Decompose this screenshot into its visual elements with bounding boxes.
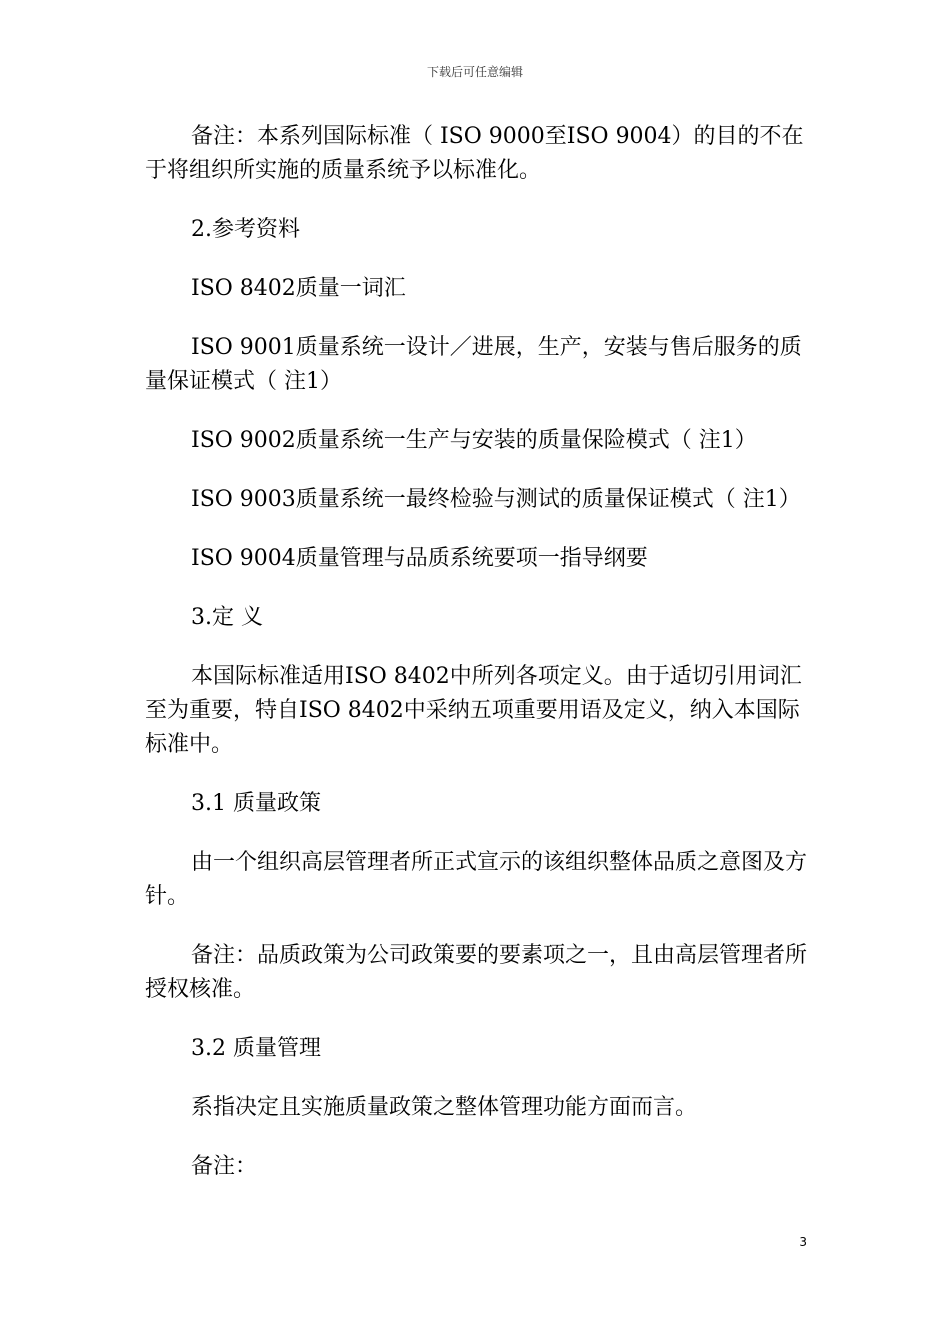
- paragraph-quality-management-definition: 系指决定且实施质量政策之整体管理功能方面而言。: [191, 1095, 698, 1120]
- paragraph-note-label: 备注：: [191, 1154, 258, 1179]
- paragraph-note-iso-series: 备注：本系列国际标准（ ISO 9000至ISO 9004）的目的不在于将组织所实施的质量系统予以标准化。: [145, 124, 804, 183]
- reference-iso-9003: ISO 9003质量系统一最终检验与测试的质量保证模式（ 注1）: [191, 487, 801, 512]
- paragraph-quality-policy-note: 备注：品质政策为公司政策要的要素项之一，且由高层管理者所授权核准。: [145, 943, 808, 1002]
- reference-iso-9001: ISO 9001质量系统一设计／进展，生产，安装与售后服务的质量保证模式（ 注1）: [145, 335, 802, 394]
- section-heading-definitions: 3.定 义: [191, 605, 263, 630]
- subsection-heading-quality-policy: 3.1 质量政策: [191, 791, 321, 816]
- reference-iso-9002: ISO 9002质量系统一生产与安装的质量保险模式（ 注1）: [191, 428, 757, 453]
- paragraph-definitions-intro: 本国际标准适用ISO 8402中所列各项定义。由于适切引用词汇至为重要，特自ISO 8402中采纳五项重要用语及定义，纳入本国际标准中。: [145, 664, 802, 757]
- document-body: [145, 120, 807, 1209]
- reference-iso-8402: ISO 8402质量一词汇: [191, 276, 406, 301]
- page-number: 3: [799, 1235, 807, 1249]
- section-heading-references: 2.参考资料: [191, 217, 300, 242]
- subsection-heading-quality-management: 3.2 质量管理: [191, 1036, 321, 1061]
- paragraph-quality-policy-definition: 由一个组织高层管理者所正式宣示的该组织整体品质之意图及方针。: [145, 850, 808, 909]
- page-header: 下载后可任意编辑: [426, 65, 523, 79]
- reference-iso-9004: ISO 9004质量管理与品质系统要项一指导纲要: [191, 546, 648, 571]
